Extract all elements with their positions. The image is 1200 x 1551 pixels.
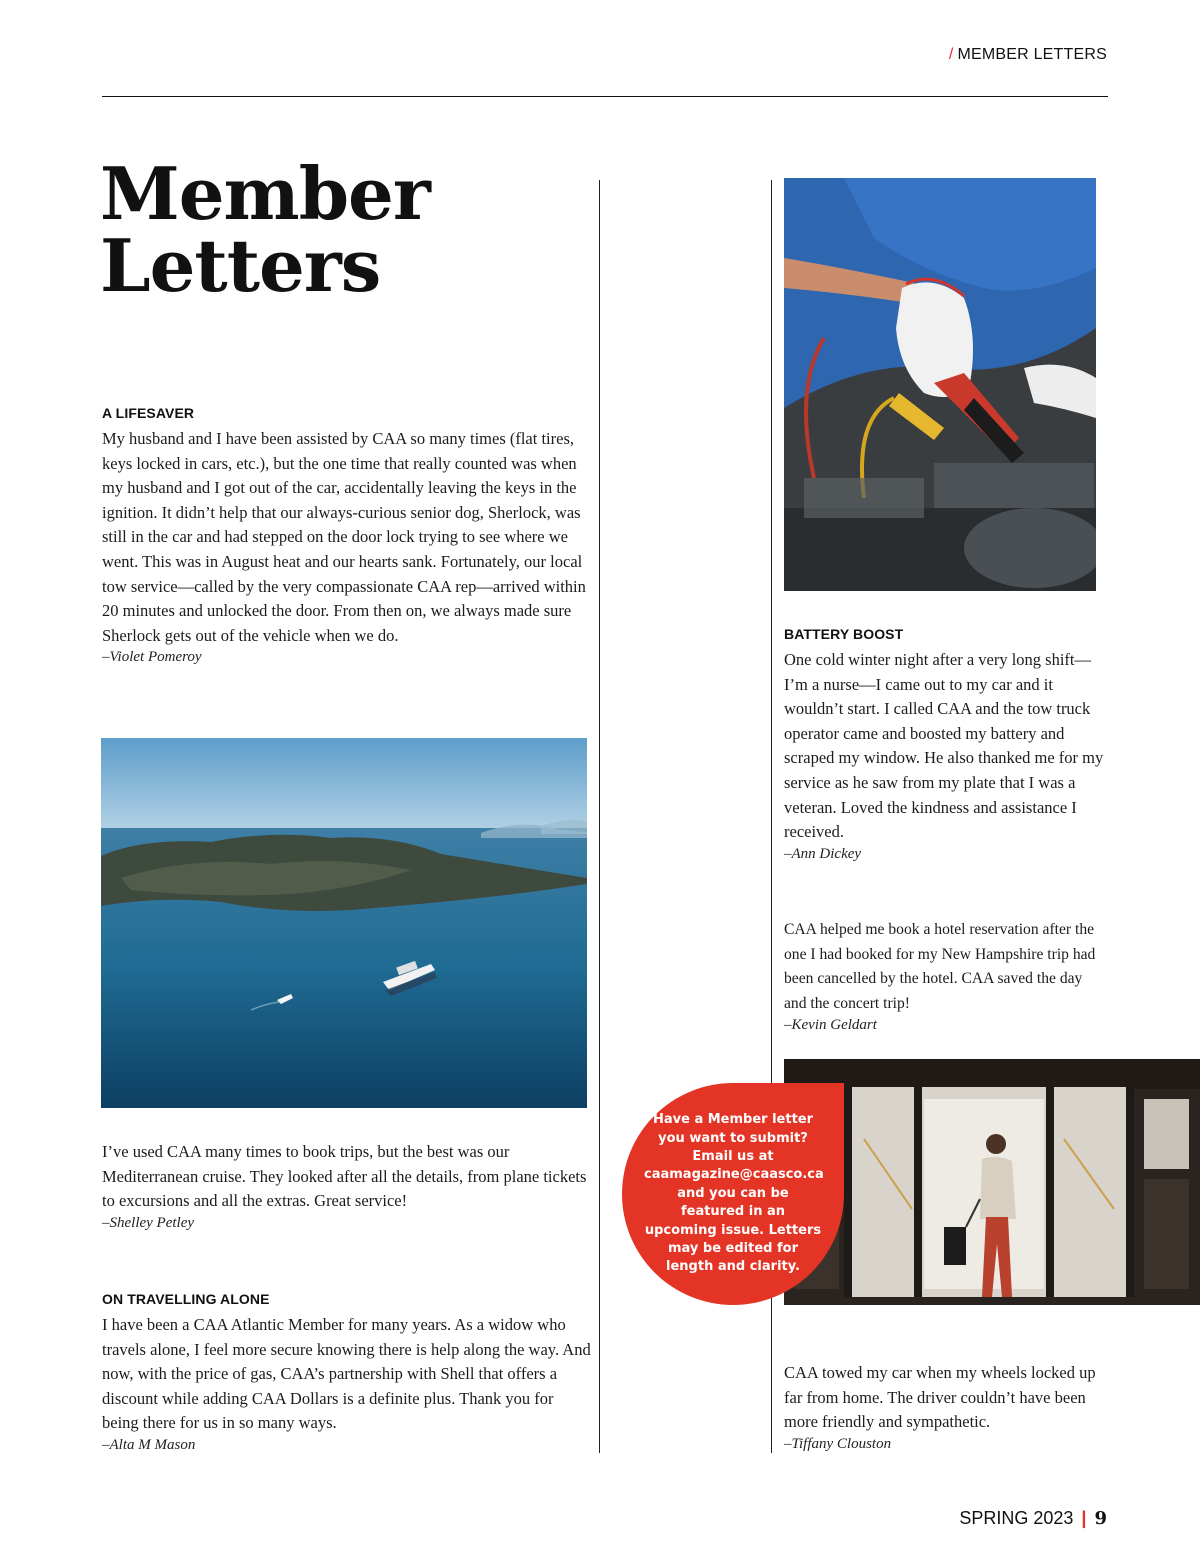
letter-heading: ON TRAVELLING ALONE [102,1291,270,1307]
letter-lifesaver [102,405,592,666]
footer-divider: | [1081,1508,1087,1528]
page-title [100,151,430,308]
battery-boost-photo [784,178,1096,591]
letter-body: CAA helped me book a hotel reservation after the one I had booked for my New Hampshire trip had been cancelled by the hotel. CAA saved the day and the concert trip! [784,921,1096,1012]
cruise-ship-photo [101,738,587,1108]
section-tag [949,46,1107,64]
letter-author: –Tiffany Clouston [784,1435,892,1452]
letter-tow [784,1361,1106,1453]
letter-body: CAA towed my car when my wheels locked up far from home. The driver couldn’t have been more friendly and sympathetic. [784,1363,1096,1432]
letter-body: My husband and I have been assisted by CAA so many times (flat tires, keys locked in cars, etc.), but the one time that really counted was when my husband and I got out of the car, accidentally leaving the keys in the ignition. It didn’t help that our always-curious senior dog, Sherlock, was still in the car and had stepped on the door lock trying to see where we went. This was in August heat and our hearts sank. Fortunately, our local tow service—called by the very compassionate CAA rep—arrived within 20 minutes and unlocked the door. From then on, we always made sure Sherlock gets out of the vehicle when we do. [102,429,586,645]
header-rule [102,96,1108,97]
letter-heading: A LIFESAVER [102,405,195,421]
submit-letter-callout [622,1083,844,1305]
letter-author: –Kevin Geldart [784,1017,877,1034]
callout-text: Have a Member letter you want to submit? Email us at caamagazine@caasco.ca and you can be featured in an upcoming issue. Letters may be edited for length and clarity. [644,1112,824,1275]
page-number: 9 [1094,1508,1107,1529]
page-title-line-1: Member [100,151,430,236]
letter-battery-boost [784,626,1106,863]
page-title-line-2: Letters [100,223,381,308]
letter-heading: BATTERY BOOST [784,626,904,642]
column-divider-center [599,180,600,1453]
issue-label: SPRING 2023 [959,1508,1074,1528]
letter-body: I have been a CAA Atlantic Member for many years. As a widow who travels alone, I feel more secure knowing there is help along the way. And now, with the price of gas, CAA’s partnership with Shell that offers a discount while adding CAA Dollars is a definite plus. Thank you for being there for us in so many ways. [102,1315,591,1433]
letter-author: –Shelley Petley [102,1214,195,1231]
hotel-arrival-photo [784,1059,1200,1305]
section-label: MEMBER LETTERS [957,46,1107,63]
letter-body: One cold winter night after a very long shift—I’m a nurse—I came out to my car and it wouldn’t start. I called CAA and the tow truck operator came and boosted my battery and scraped my window. He also thanked me for my service as he saw from my plate that I was a veteran. Loved the kindness and assistance I received. [784,650,1104,842]
section-slash: / [948,46,954,63]
letter-travelling-alone [102,1291,592,1454]
letter-hotel [784,918,1106,1034]
letter-author: –Ann Dickey [784,845,862,862]
letter-cruise [102,1140,592,1232]
letter-body: I’ve used CAA many times to book trips, but the best was our Mediterranean cruise. They looked after all the details, from plane tickets to excursions and all the extras. Great service! [102,1142,587,1211]
page-footer [959,1508,1107,1529]
letter-author: –Alta M Mason [102,1436,196,1453]
letter-author: –Violet Pomeroy [102,649,202,666]
